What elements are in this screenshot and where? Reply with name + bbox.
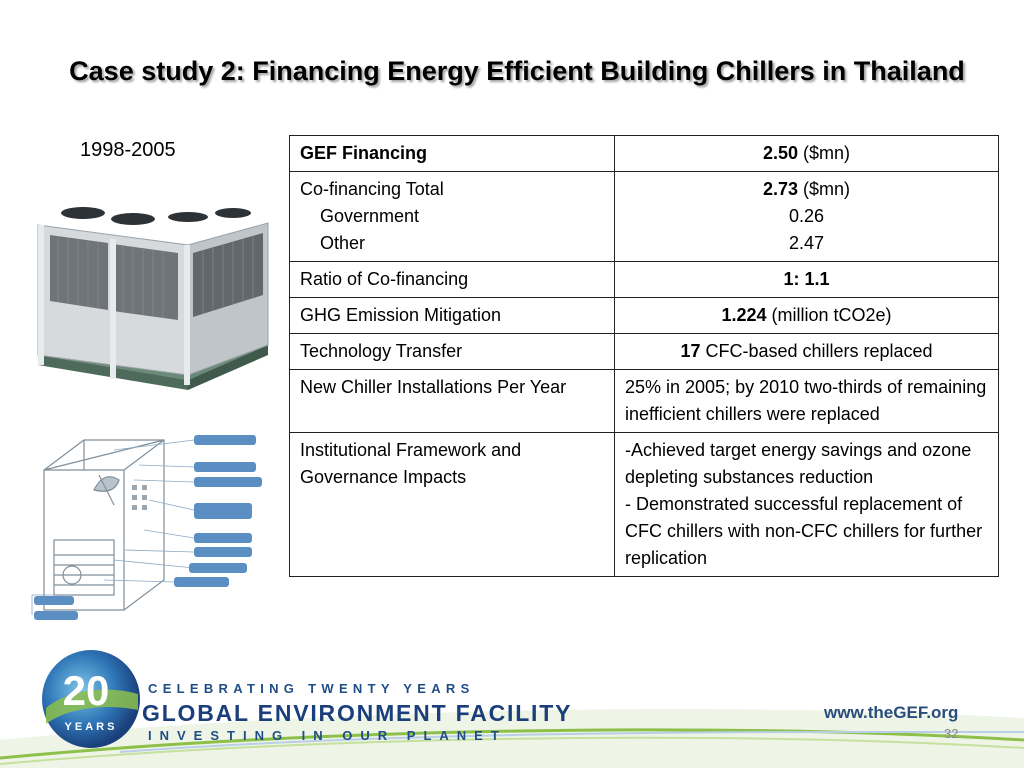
celebrating-tagline: CELEBRATING TWENTY YEARS [148,681,475,696]
table-row [290,433,999,577]
table-row [290,298,999,334]
period-label: 1998-2005 [80,139,176,161]
row-value-unit: CFC-based chillers replaced [700,341,933,361]
page-number: 32 [944,726,959,741]
row-label: Institutional Framework and Governance Impacts [290,433,615,577]
row-subvalue-other: 2.47 [788,233,825,253]
row-label: Co-financing Total [300,179,444,199]
row-label: New Chiller Installations Per Year [290,370,615,433]
chiller-schematic-diagram [24,430,264,625]
gef-20-years-logo [40,648,142,750]
table-row [290,334,999,370]
row-label: Ratio of Co-financing [290,262,615,298]
slide-title: Case study 2: Financing Energy Efficient Building Chillers in Thailand [69,56,965,86]
row-value-line-2: - Demonstrated successful replacement of CFC chillers with non-CFC chillers for further replication [625,494,983,568]
row-label: GHG Emission Mitigation [290,298,615,334]
table-row [290,262,999,298]
table-row [290,172,999,262]
row-value: 17 [680,341,701,361]
website-link[interactable]: www.theGEF.org [824,703,959,722]
table-row [290,136,999,172]
row-value-unit: ($mn) [798,143,851,163]
row-sublabel-government: Government [320,206,420,226]
row-label: GEF Financing [300,143,428,163]
row-value-unit: ($mn) [798,179,851,199]
logo-years: YEARS [64,721,118,733]
row-value: 1.224 [721,305,767,325]
chiller-unit-image [28,205,276,395]
row-value: 25% in 2005; by 2010 two-thirds of remaining inefficient chillers were replaced [615,370,999,433]
case-study-table [289,135,999,577]
row-value: 2.73 [762,179,799,199]
row-value-line-1: -Achieved target energy savings and ozone depleting substances reduction [625,440,972,487]
investing-tagline: INVESTING IN OUR PLANET [148,728,507,743]
row-value-unit: (million tCO2e) [766,305,892,325]
row-value: 2.50 [762,143,799,163]
row-subvalue-government: 0.26 [788,206,825,226]
organization-name: GLOBAL ENVIRONMENT FACILITY [142,700,573,726]
row-sublabel-other: Other [320,233,366,253]
table-row [290,370,999,433]
row-value: 1: 1.1 [783,269,830,289]
row-label: Technology Transfer [290,334,615,370]
logo-number: 20 [62,667,110,714]
